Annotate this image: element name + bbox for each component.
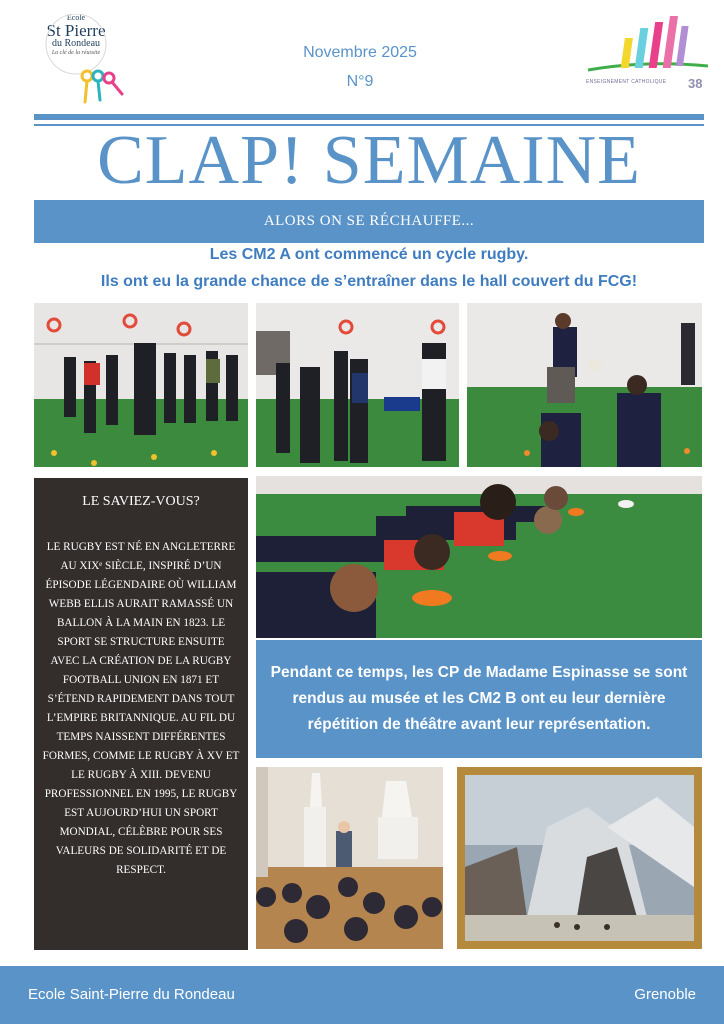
- news-text-box: Pendant ce temps, les CP de Madame Espinasse se sont rendus au musée et les CM2 B ont eu leur dernière répétition de théâtre avant leur représentation.: [256, 640, 702, 758]
- fact-box-text: LE RUGBY EST NÉ EN ANGLETERRE AU XIXᵉ SIÈCLE, INSPIRÉ D’UN ÉPISODE LÉGENDAIRE OÙ WILLIAM WEBB ELLIS AURAIT RAMASSÉ UN BALLON À LA MAIN EN 1823. LE SPORT SE STRUCTURE ENSUITE AVEC LA CRÉATION DE LA RUGBY FOOTBALL UNION EN 1871 ET S’ÉTEND RAPIDEMENT DANS TOUT L’EMPIRE BRITANNIQUE. AU FIL DU TEMPS NAISSENT DIFFÉRENTES FORMES, COMME LE RUGBY À XV ET LE RUGBY À XIII. DEVENU PROFESSIONNEL EN 1995, LE RUGBY EST AUJOURD’HUI UN SPORT MONDIAL, CÉLÈBRE POUR SES VALEURS DE SOLIDARITÉ ET DE RESPECT.: [42, 541, 240, 876]
- candles-icon: [584, 16, 710, 76]
- intro-line-2: Ils ont eu la grande chance de s’entraîner dans le hall couvert du FCG!: [100, 273, 638, 290]
- school-logo: [40, 14, 135, 106]
- diocese-logo-caption: ENSEIGNEMENT CATHOLIQUE: [586, 79, 667, 85]
- issue-number: N°9: [346, 73, 374, 90]
- newsletter-title: CLAP! SEMAINE: [97, 122, 641, 199]
- header-rule-thick: [34, 114, 704, 120]
- intro-line-1: Les CM2 A ont commencé un cycle rugby.: [209, 246, 529, 263]
- school-logo-line3: du Rondeau: [51, 38, 101, 49]
- rugby-photo-2: [256, 303, 459, 467]
- keys-icon: [40, 14, 135, 106]
- diocese-logo: [584, 16, 710, 100]
- museum-photo: [256, 767, 443, 949]
- diocese-logo-number: 38: [688, 76, 703, 91]
- painting-photo: [457, 767, 702, 949]
- rugby-photo-4: [256, 476, 702, 638]
- school-logo-line1: Ecole: [66, 13, 86, 22]
- school-logo-tagline: La clé de la réussite: [51, 50, 101, 56]
- footer-school-name: Ecole Saint-Pierre du Rondeau: [28, 986, 235, 1003]
- school-logo-line2: St Pierre: [46, 21, 106, 40]
- fact-box: [34, 478, 248, 950]
- fact-box-title: LE SAVIEZ-VOUS?: [82, 494, 200, 509]
- section-banner: ALORS ON SE RÉCHAUFFE...: [34, 200, 704, 243]
- footer-city: Grenoble: [634, 986, 696, 1003]
- issue-date: Novembre 2025: [303, 44, 417, 61]
- rugby-photo-3: [467, 303, 702, 467]
- rugby-photo-1: [34, 303, 248, 467]
